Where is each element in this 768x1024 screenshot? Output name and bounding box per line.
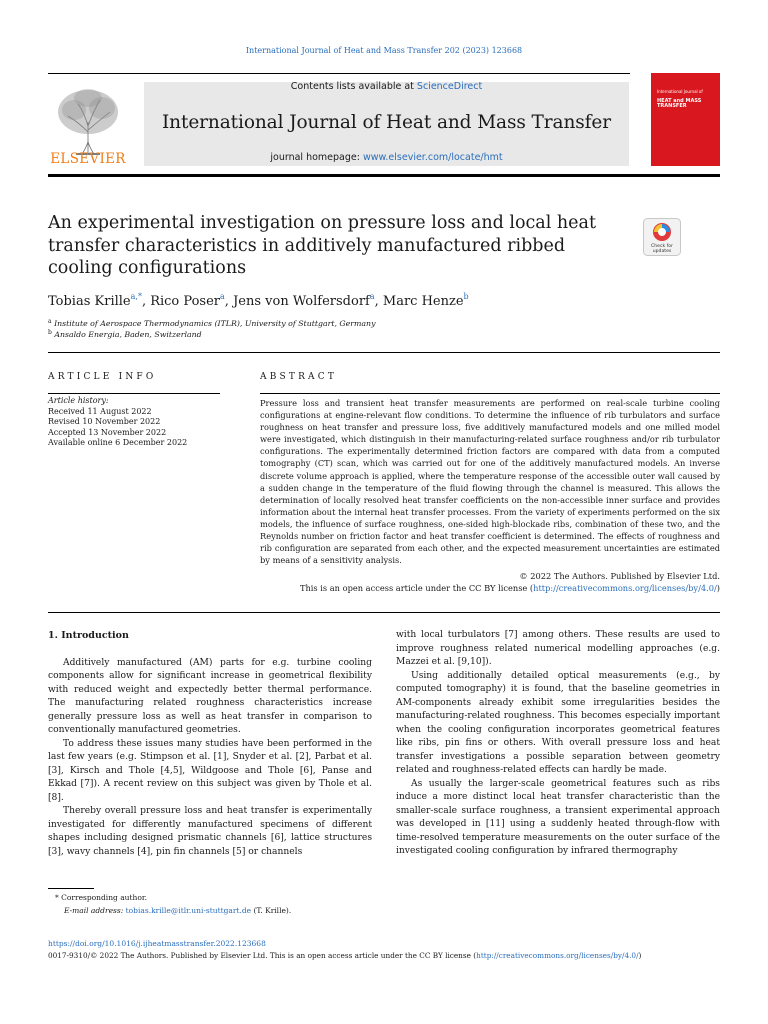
author-affiliation-marker[interactable]: a,* xyxy=(130,292,142,301)
body-paragraph: Using additionally detailed optical measurements (e.g., by computed tomography) it is found, that the baseline geometries in AM-components already exhibit some irregularities besides the manufacturing-related roughness. This becomes especially important when the cooling configuration incorporates geometrical features like ribs, pin fins or others. With overall pressure loss and heat transfer investigations a possible separation between geometry related and roughness-related effects can hardly be made. xyxy=(396,670,720,775)
article-history xyxy=(48,396,228,449)
body-paragraph: As usually the larger-scale geometrical features such as ribs induce a more distinct local heat transfer characteristic than the smaller-scale surface roughness, a transient experimental approach was developed in [11] using a suddenly heated through-flow with time-resolved temperature measurements on the outer surface of the investigated cooling configuration by infrared thermography xyxy=(396,778,720,856)
revised-date: Revised 10 November 2022 xyxy=(48,417,161,427)
affiliation-text: Institute of Aerospace Thermodynamics (ITLR), University of Stuttgart, Germany xyxy=(54,319,376,328)
email-label: E-mail address: xyxy=(64,906,124,915)
affiliation-text: Ansaldo Energia, Baden, Switzerland xyxy=(54,330,202,339)
journal-title: International Journal of Heat and Mass Transfer xyxy=(161,112,612,133)
license-link[interactable]: http://creativecommons.org/licenses/by/4.0/ xyxy=(476,951,639,960)
license-suffix: ) xyxy=(638,951,642,960)
svg-text:Check for: Check for xyxy=(651,244,673,249)
body-paragraph: Thereby overall pressure loss and heat transfer is experimentally investigated for differently manufactured specimens of different shapes including designed prismatic channels [6], lattice structures [3], wavy channels [4], pin fin channels [5] or channels xyxy=(48,806,372,857)
corresponding-author-note xyxy=(55,893,147,902)
author-affiliation-marker[interactable]: a xyxy=(369,292,375,301)
author-name: Marc Henze xyxy=(382,294,464,309)
footnote-rule xyxy=(48,888,94,889)
article-title: An experimental investigation on pressure loss and local heat transfer characteristics in additively manufactured ribbed cooling configurations xyxy=(48,213,596,278)
divider xyxy=(48,393,220,394)
author-affiliation-marker[interactable]: b xyxy=(463,292,469,301)
author-name: Tobias Krille xyxy=(48,294,131,309)
homepage-line xyxy=(144,152,629,163)
article-info-heading: ARTICLE INFO xyxy=(48,372,157,382)
homepage-link[interactable]: www.elsevier.com/locate/hmt xyxy=(362,152,503,163)
check-for-updates-badge[interactable] xyxy=(643,218,681,256)
body-paragraph: To address these issues many studies have been performed in the last few years (e.g. Stimpson et al. [1], Snyder et al. [2], Parbat et al. [3], Kirsch and Thole [4,5], Wildgoose and Thole [6], Panse and Ekkad [7]). A recent review on this subject was given by Thole et al. [8]. xyxy=(48,738,372,803)
contents-line xyxy=(144,81,629,92)
license-prefix: 0017-9310/© 2022 The Authors. Published by Elsevier Ltd. This is an open access article under the CC BY license ( xyxy=(48,951,477,960)
affiliation xyxy=(48,318,375,328)
sciencedirect-link[interactable]: ScienceDirect xyxy=(416,81,483,92)
abstract-copyright xyxy=(260,570,720,594)
license-line xyxy=(48,951,641,960)
affiliation-marker: a xyxy=(48,318,52,325)
email-suffix: (T. Krille). xyxy=(253,906,292,915)
open-access-line xyxy=(260,582,720,594)
header-top-rule xyxy=(48,73,630,74)
author-list: Tobias Krille$^{a,*}$, Rico Poser$^a$, Jens von Wolfersdorf$^a$, Marc Henze$^b$ xyxy=(48,292,469,309)
svg-text:updates: updates xyxy=(652,249,672,254)
email-note xyxy=(64,906,291,915)
history-label: Article history: xyxy=(48,396,109,405)
abstract-text: Pressure loss and transient heat transfer measurements are performed on real-scale turbine cooling configurations at engine-relevant flow conditions. To determine the influence of rib turbulators and surface roughness on heat transfer and pressure loss, five additively manufactured models and one milled model were investigated, which distinguish in their manufacturing-related surface roughness and/or rib turbulator configurations. The experimentally determined friction factors are compared with data from a computed tomography (CT) scan, which was carried out for one of the additively manufactured models. An inverse discrete volume approach is applied, where the temperature response of the accessible outer wall caused by a sudden change in the temperature of the fluid flowing through the channel is measured. This allows the determination of locally resolved heat transfer coefficients on the non-accessible inner surface and provides information about the internal heat transfer processes. From the variety of experiments performed on the six models, the influence of surface roughness, one-sided high-blockade ribs, combination of these two, and the Reynolds number on friction factor and heat transfer coefficient is determined. The effects of roughness and rib configuration are separated from each other, and the expected measurement uncertainties are estimated by means of a sensitivity analysis. xyxy=(260,398,720,566)
copyright-line: © 2022 The Authors. Published by Elsevier Ltd. xyxy=(519,571,720,581)
body-paragraph: Additively manufactured (AM) parts for e.g. turbine cooling components allow for significant increase in geometrical flexibility with reduced weight and expectedly better thermal performance. The manufacturing related roughness characteristics increase generally pressure loss as well as heat transfer in comparison to conventionally manufactured geometries. xyxy=(48,657,372,735)
journal-cover-thumbnail[interactable] xyxy=(651,73,720,166)
author-affiliation-marker[interactable]: a xyxy=(220,292,225,301)
received-date: Received 11 August 2022 xyxy=(48,406,152,416)
homepage-prefix: journal homepage: xyxy=(270,152,363,163)
contents-prefix: Contents lists available at xyxy=(290,81,417,92)
body-column-right xyxy=(396,629,720,859)
check-for-updates-icon xyxy=(643,218,681,256)
body-column-left xyxy=(48,629,372,859)
oa-suffix: ) xyxy=(716,583,720,594)
elsevier-wordmark: ELSEVIER xyxy=(50,151,126,167)
divider xyxy=(260,393,720,394)
affiliation xyxy=(48,329,202,339)
email-link[interactable]: tobias.krille@itlr.uni-stuttgart.de xyxy=(125,906,252,915)
cover-small-text: International Journal of xyxy=(657,89,703,94)
body-paragraph: with local turbulators [7] among others. These results are used to improve roughness related numerical modelling approaches (e.g. Mazzei et al. [9,10]). xyxy=(396,630,720,667)
header-bottom-rule xyxy=(48,174,720,177)
accepted-date: Accepted 13 November 2022 xyxy=(48,427,167,437)
section-heading: 1. Introduction xyxy=(48,630,129,641)
cover-title-text: HEAT and MASS TRANSFER xyxy=(657,98,702,109)
oa-prefix: This is an open access article under the CC BY license ( xyxy=(299,583,534,594)
cc-license-link[interactable]: http://creativecommons.org/licenses/by/4.0/ xyxy=(533,583,717,594)
author-name: Jens von Wolfersdorf xyxy=(233,294,370,309)
affiliation-marker: b xyxy=(48,329,52,336)
corresponding-text: Corresponding author. xyxy=(61,893,148,902)
divider xyxy=(48,612,720,613)
abstract-heading: ABSTRACT xyxy=(260,372,338,382)
divider xyxy=(48,352,720,353)
author-name: Rico Poser xyxy=(150,294,221,309)
online-date: Available online 6 December 2022 xyxy=(48,438,188,448)
footnote-asterisk: * xyxy=(55,893,59,902)
journal-citation[interactable]: International Journal of Heat and Mass Transfer 202 (2023) 123668 xyxy=(245,46,523,55)
doi-link[interactable]: https://doi.org/10.1016/j.ijheatmasstransfer.2022.123668 xyxy=(48,939,266,948)
